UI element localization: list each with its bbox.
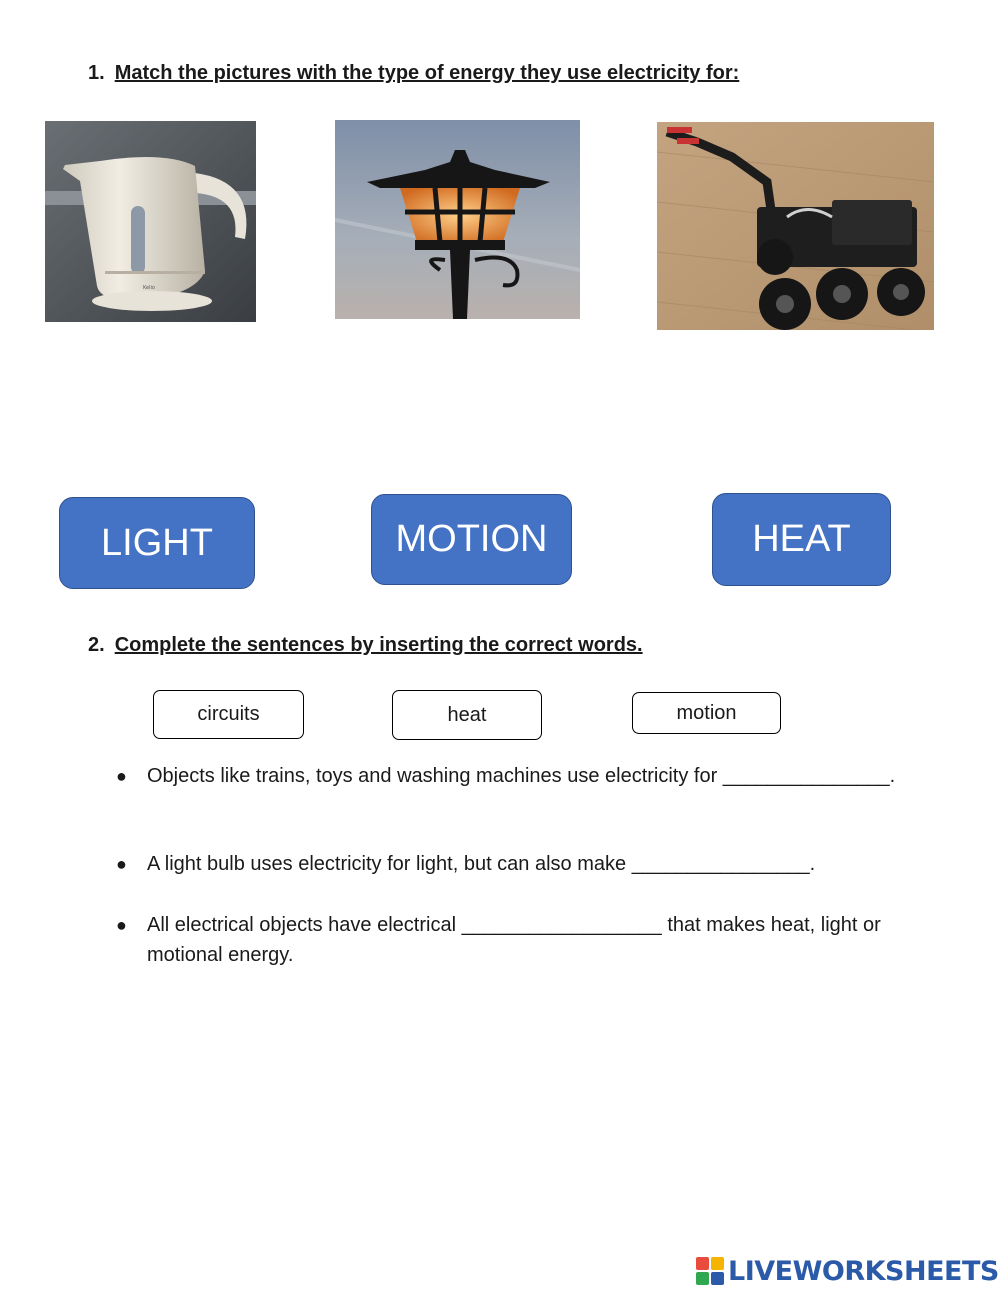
word-bank-motion[interactable]: motion [632, 692, 781, 734]
word-bank-circuits[interactable]: circuits [153, 690, 304, 739]
question-2-number: 2. [88, 634, 105, 656]
bullet-dot: ● [116, 915, 127, 935]
question-2-text: Complete the sentences by inserting the correct words. [114, 634, 643, 656]
answer-box-motion[interactable]: MOTION [371, 494, 572, 585]
question-2-heading [88, 634, 643, 657]
word-bank-heat[interactable]: heat [392, 690, 542, 740]
question-1-text: Match the pictures with the type of energy they use electricity for: [114, 62, 740, 84]
robot-car-photo [657, 122, 934, 330]
kettle-photo [45, 121, 256, 322]
bullet-dot: ● [116, 766, 127, 786]
bullet-dot: ● [116, 854, 127, 874]
liveworksheets-logo-icon [696, 1257, 724, 1285]
sentence-3 [116, 910, 936, 970]
sentence-1-text[interactable]: Objects like trains, toys and washing machines use electricity for _______________. [147, 765, 896, 787]
answer-box-light[interactable]: LIGHT [59, 497, 255, 589]
sentence-3-text[interactable]: All electrical objects have electrical __________________ that makes heat, light or motional energy. [147, 914, 881, 966]
sentence-1 [116, 761, 936, 791]
sentence-2-text[interactable]: A light bulb uses electricity for light, but can also make ________________. [147, 853, 816, 875]
liveworksheets-logo-text: LIVEWORKSHEETS [728, 1255, 999, 1287]
street-lamp-photo [335, 120, 580, 319]
liveworksheets-logo [696, 1253, 999, 1289]
question-1-heading [88, 62, 739, 85]
sentence-2 [116, 849, 936, 879]
question-1-number: 1. [88, 62, 105, 84]
answer-box-heat[interactable]: HEAT [712, 493, 891, 586]
kettle-brand-text: Kelio [143, 285, 155, 291]
